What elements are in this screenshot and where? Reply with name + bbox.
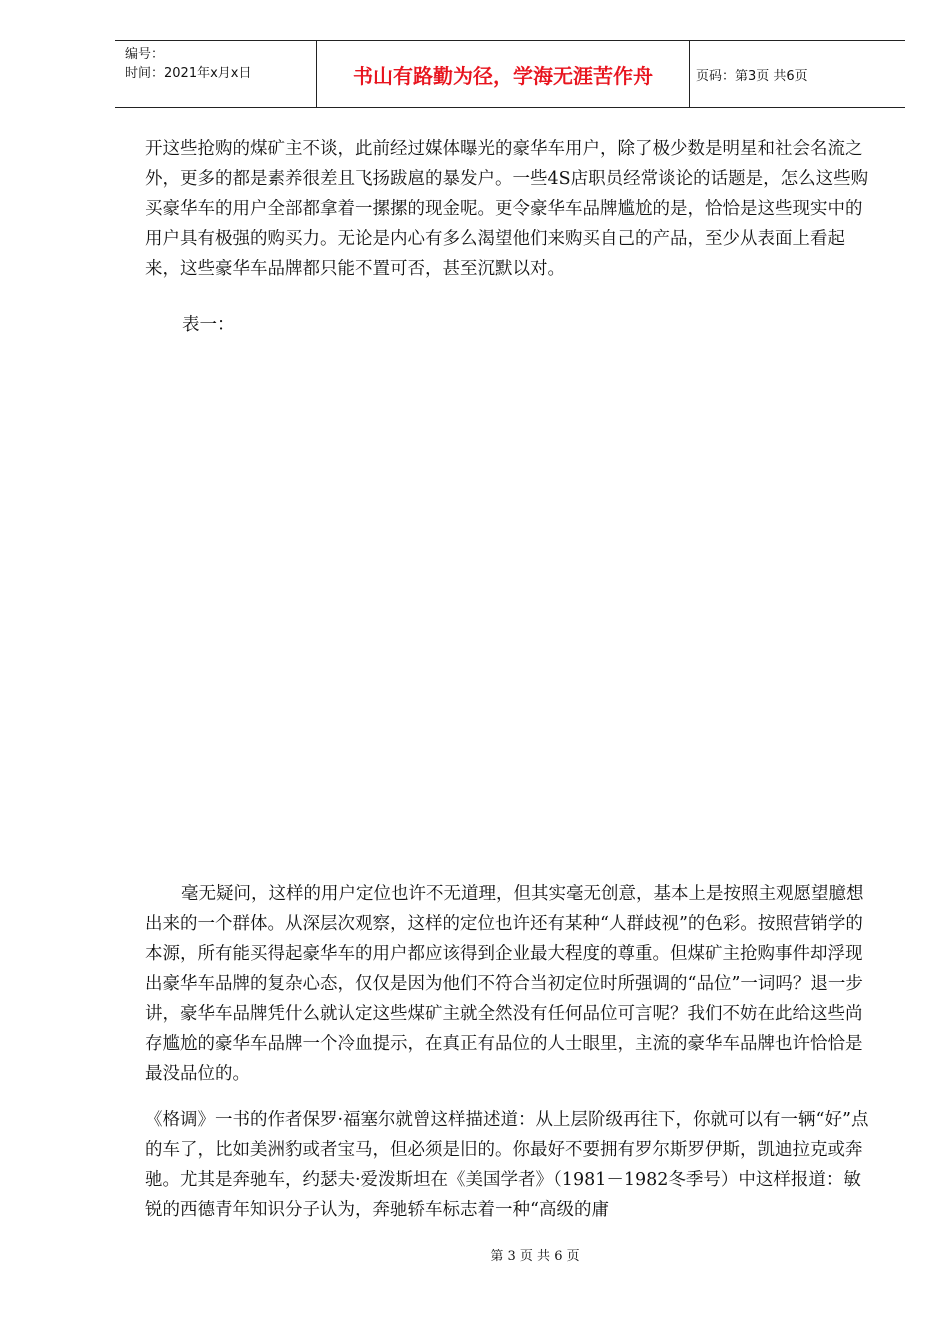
header-page-number: 页码：第3页 共6页: [696, 68, 808, 84]
page-footer: 第 3 页 共 6 页: [490, 1249, 580, 1264]
page-header: [115, 40, 905, 108]
table-caption: 表一：: [182, 315, 235, 335]
document-number-label: 编号：: [125, 47, 165, 62]
body-paragraph-2: 毫无疑问，这样的用户定位也许不无道理，但其实毫无创意，基本上是按照主观愿望臆想出来的一个群体。从深层次观察，这样的定位也许还有某种“人群歧视”的色彩。按照营销学的本源，所有能买得起豪华车的用户都应该得到企业最大程度的尊重。但煤矿主抢购事件却浮现出豪华车品牌的复杂心态，仅仅是因为他们不符合当初定位时所强调的“品位”一词吗？退一步讲，豪华车品牌凭什么就认定这些煤矿主就全然没有任何品位可言呢？我们不妨在此给这些尚存尴尬的豪华车品牌一个冷血提示，在真正有品位的人士眼里，主流的豪华车品牌也许恰恰是最没品位的。: [145, 884, 864, 1084]
header-motto: 书山有路勤为径，学海无涯苦作舟: [316, 41, 690, 107]
body-paragraph-1: 开这些抢购的煤矿主不谈，此前经过媒体曝光的豪华车用户，除了极少数是明星和社会名流之外，更多的都是素养很差且飞扬跋扈的暴发户。一些4S店职员经常谈论的话题是，怎么这些购买豪华车的用户全部都拿着一摞摞的现金呢。更令豪华车品牌尴尬的是，恰恰是这些现实中的用户具有极强的购买力。无论是内心有多么渴望他们来购买自己的产品，至少从表面上看起来，这些豪华车品牌都只能不置可否，甚至沉默以对。: [145, 139, 869, 279]
header-meta: [115, 41, 316, 107]
body-paragraph-3: 《格调》一书的作者保罗·福塞尔就曾这样描述道：从上层阶级再往下，你就可以有一辆“好”点的车了，比如美洲豹或者宝马，但必须是旧的。你最好不要拥有罗尔斯罗伊斯，凯迪拉克或奔驰。尤其是奔驰车，约瑟夫·爱泼斯坦在《美国学者》（1981－1982冬季号）中这样报道：敏锐的西德青年知识分子认为，奔驰轿车标志着一种“高级的庸: [145, 1110, 869, 1220]
document-time-label: 时间：2021年x月x日: [125, 66, 252, 81]
